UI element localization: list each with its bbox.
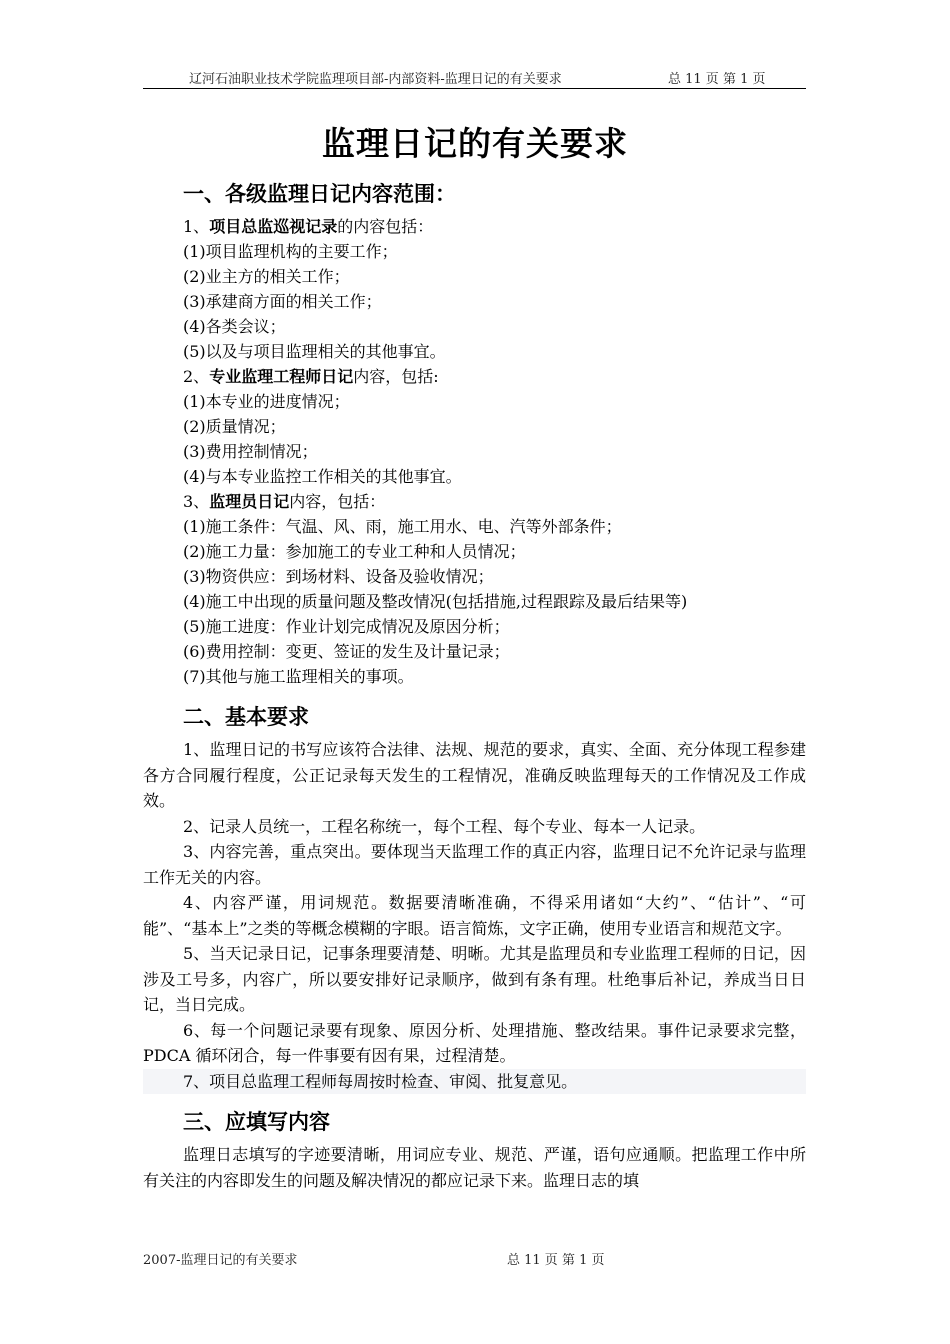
list-item: (5)施工进度：作业计划完成情况及原因分析； [183,617,510,636]
list-item: (3)物资供应：到场材料、设备及验收情况； [183,567,494,586]
footer-page-count: 总 11 页 第 1 页 [507,1253,605,1268]
header-page-count: 总 11 页 第 1 页 [668,72,766,87]
list-item: (5)以及与项目监理相关的其他事宜。 [183,342,446,361]
part-heading-3: 3、监理员日记内容，包括： [183,492,386,511]
section-heading-2: 二、基本要求 [183,705,309,729]
requirement-paragraph: 3、内容完善，重点突出。要体现当天监理工作的真正内容，监理日记不允许记录与监理工作无关的内容。 [143,842,806,887]
list-item: (2)质量情况； [183,417,286,436]
list-item: (4)施工中出现的质量问题及整改情况(包括措施,过程跟踪及最后结果等) [183,592,688,611]
part-heading-1: 1、项目总监巡视记录的内容包括： [183,217,434,236]
list-item: (1)项目监理机构的主要工作； [183,242,398,261]
header-left-text: 辽河石油职业技术学院监理项目部-内部资料-监理日记的有关要求 [189,72,562,87]
requirement-paragraph: 7、项目总监理工程师每周按时检查、审阅、批复意见。 [143,1069,806,1095]
document-body [143,174,806,1193]
list-item: (6)费用控制：变更、签证的发生及计量记录； [183,642,510,661]
list-item: (7)其他与施工监理相关的事项。 [183,667,414,686]
list-item: (4)各类会议； [183,317,286,336]
document-title: 监理日记的有关要求 [322,124,628,163]
list-item: (4)与本专业监控工作相关的其他事宜。 [183,467,462,486]
list-item: (2)施工力量：参加施工的专业工种和人员情况； [183,542,526,561]
requirement-paragraph: 6、每一个问题记录要有现象、原因分析、处理措施、整改结果。事件记录要求完整，PDCA 循环闭合，每一件事要有因有果，过程清楚。 [143,1020,806,1065]
requirement-paragraph: 2、记录人员统一，工程名称统一，每个工程、每个专业、每本一人记录。 [183,816,706,836]
footer-left-text: 2007-监理日记的有关要求 [143,1253,298,1268]
section-heading-3: 三、应填写内容 [183,1110,330,1134]
section-heading-1: 一、各级监理日记内容范围： [183,182,456,206]
content-paragraph: 监理日志填写的字迹要清晰，用词应专业、规范、严谨，语句应通顺。把监理工作中所有关注的内容即发生的问题及解决情况的都应记录下来。监理日志的填 [143,1145,806,1190]
requirement-paragraph: 5、当天记录日记，记事条理要清楚、明晰。尤其是监理员和专业监理工程师的日记，因涉及工号多，内容广，所以要安排好记录顺序，做到有条有理。杜绝事后补记，养成当日日记，当日完成。 [143,944,806,1014]
requirement-paragraph: 4、内容严谨，用词规范。数据要清晰准确，不得采用诸如“大约”、“估计”、“可能”、“基本上”之类的等概念模糊的字眼。语言简炼，文字正确，使用专业语言和规范文字。 [143,893,806,938]
list-item: (1)本专业的进度情况； [183,392,350,411]
list-item: (3)费用控制情况； [183,442,318,461]
list-item: (2)业主方的相关工作； [183,267,350,286]
list-item: (1)施工条件：气温、风、雨，施工用水、电、汽等外部条件； [183,517,622,536]
list-item: (3)承建商方面的相关工作； [183,292,382,311]
part-heading-2: 2、专业监理工程师日记内容，包括: [183,367,439,386]
page-header [143,66,806,89]
requirement-paragraph: 1、监理日记的书写应该符合法律、法规、规范的要求，真实、全面、充分体现工程参建各方合同履行程度，公正记录每天发生的工程情况，准确反映监理每天的工作情况及工作成效。 [143,740,806,810]
